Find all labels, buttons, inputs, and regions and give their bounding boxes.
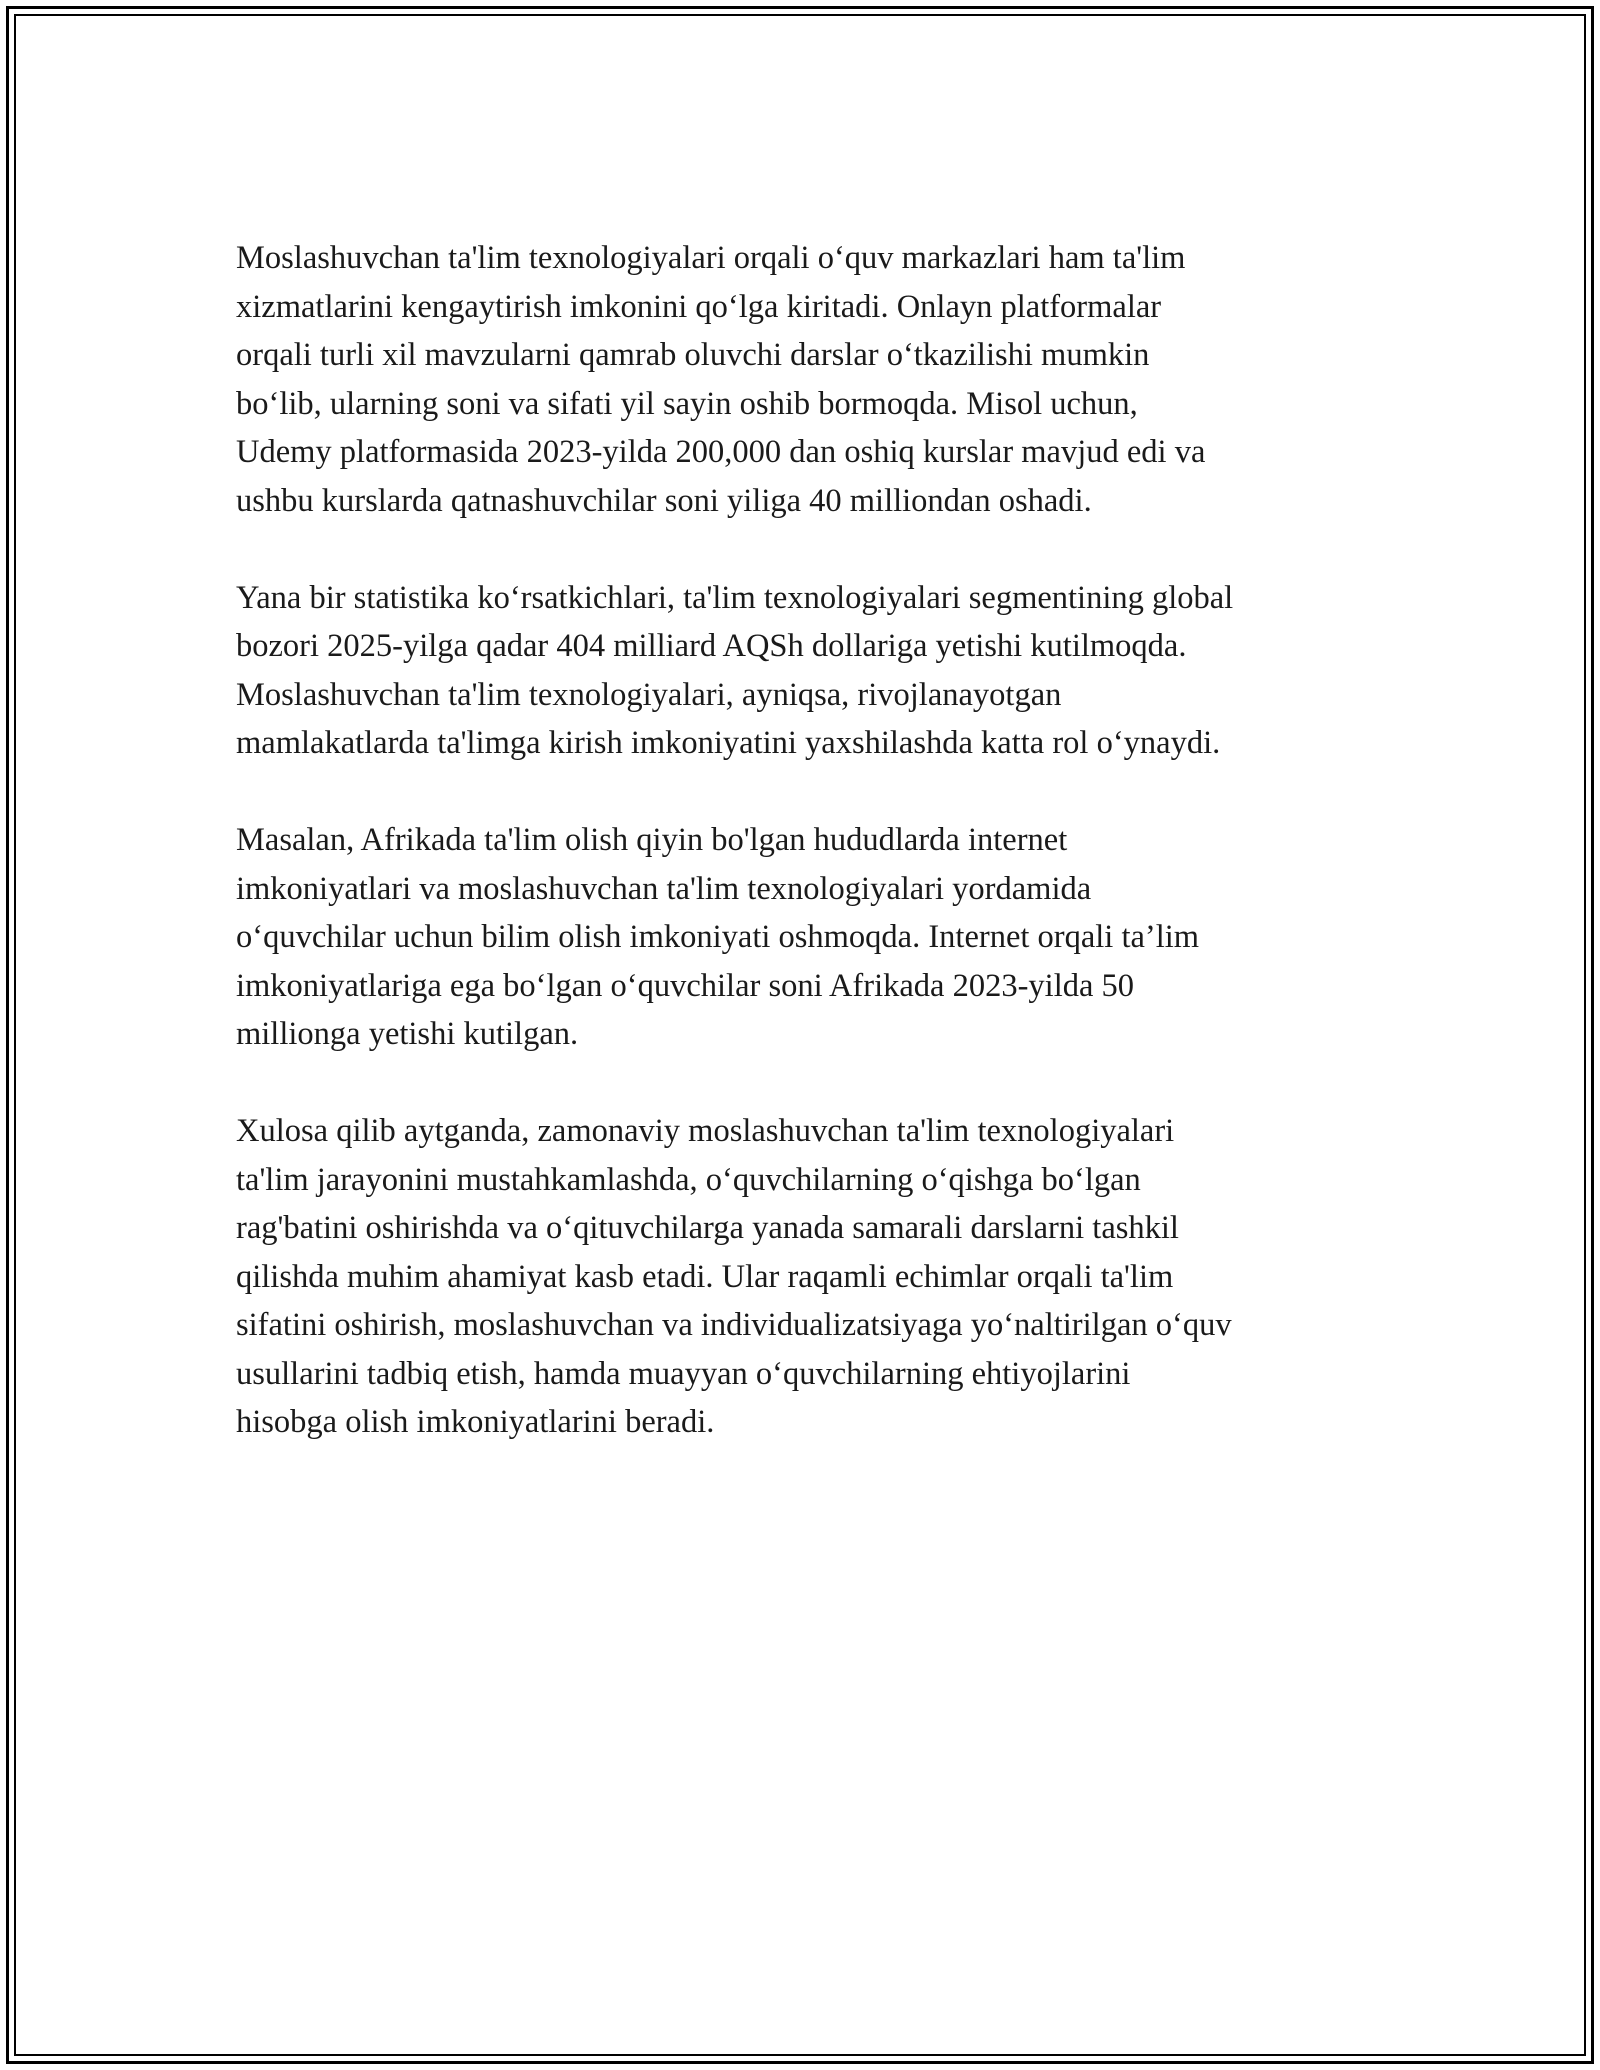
text-line: qilishda muhim ahamiyat kasb etadi. Ular raqamli echimlar orqali ta'lim [236, 1258, 1174, 1295]
text-line: sifatini oshirish, moslashuvchan va individualizatsiyaga yo‘naltirilgan o‘quv [236, 1307, 1232, 1343]
text-line: bozori 2025-yilga qadar 404 milliard AQSh dollariga yetishi kutilmoqda. [236, 628, 1187, 664]
text-line: rag'batini oshirishda va o‘qituvchilarga yanada samarali darslarni tashkil [236, 1210, 1179, 1246]
text-line: Moslashuvchan ta'lim texnologiyalari, ayniqsa, rivojlanayotgan [236, 676, 1062, 713]
paragraph-2 [236, 574, 1376, 768]
text-line: imkoniyatlari va moslashuvchan ta'lim texnologiyalari yordamida [236, 870, 1092, 907]
document-body [236, 234, 1376, 1495]
text-line: orqali turli xil mavzularni qamrab oluvchi darslar o‘tkazilishi mumkin [236, 337, 1150, 373]
paragraph-1 [236, 234, 1376, 525]
text-line: Yana bir statistika ko‘rsatkichlari, ta'lim texnologiyalari segmentining global [236, 579, 1234, 616]
text-line: Udemy platformasida 2023-yilda 200,000 dan oshiq kurslar mavjud edi va [236, 434, 1206, 470]
text-line: Moslashuvchan ta'lim texnologiyalari orqali o‘quv markazlari ham ta'lim [236, 240, 1186, 276]
text-line: o‘quvchilar uchun bilim olish imkoniyati oshmoqda. Internet orqali ta’lim [236, 919, 1200, 955]
text-line: Masalan, Afrikada ta'lim olish qiyin bo'lgan hududlarda internet [236, 822, 1068, 858]
paragraph-3 [236, 816, 1376, 1059]
text-line: ta'lim jarayonini mustahkamlashda, o‘quvchilarning o‘qishga bo‘lgan [236, 1161, 1141, 1198]
text-line: hisobga olish imkoniyatlarini beradi. [236, 1404, 715, 1440]
text-line: bo‘lib, ularning soni va sifati yil sayin oshib bormoqda. Misol uchun, [236, 385, 1138, 422]
text-line: Xulosa qilib aytganda, zamonaviy moslashuvchan ta'lim texnologiyalari [236, 1113, 1175, 1149]
text-line: usullarini tadbiq etish, hamda muayyan o‘quvchilarning ehtiyojlarini [236, 1355, 1131, 1392]
text-line: xizmatlarini kengaytirish imkonini qo‘lga kiritadi. Onlayn platformalar [236, 288, 1162, 325]
text-line: mamlakatlarda ta'limga kirish imkoniyatini yaxshilashda katta rol o‘ynaydi. [236, 725, 1221, 761]
paragraph-4 [236, 1107, 1376, 1447]
text-line: millionga yetishi kutilgan. [236, 1016, 579, 1052]
text-line: imkoniyatlariga ega bo‘lgan o‘quvchilar soni Afrikada 2023-yilda 50 [236, 967, 1135, 1004]
text-line: ushbu kurslarda qatnashuvchilar soni yiliga 40 milliondan oshadi. [236, 482, 1092, 519]
